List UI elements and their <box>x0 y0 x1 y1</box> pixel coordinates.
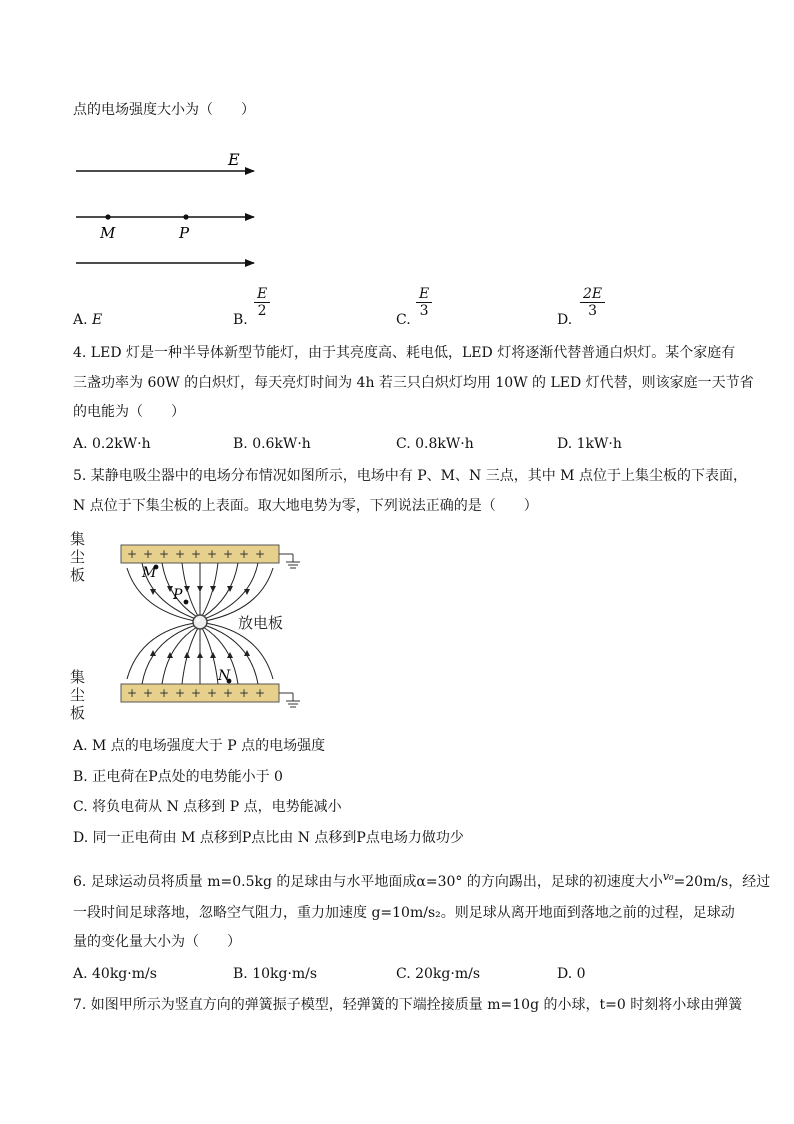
q3-option-d-letter[interactable]: D. <box>557 312 573 328</box>
fraction-denominator: 3 <box>588 303 598 319</box>
svg-text:+: + <box>159 547 170 561</box>
q5-option-c[interactable]: C. 将负电荷从 N 点移到 P 点，电势能减小 <box>73 799 342 815</box>
svg-text:+: + <box>143 547 154 561</box>
bottom-plate-char-2: 尘 <box>70 686 86 704</box>
point-n-label: N <box>218 668 231 684</box>
q5-option-b[interactable]: B. 正电荷在P点处的电势能小于 0 <box>73 769 283 785</box>
q6-stem-part-b: =20m/s，经过 <box>673 874 771 890</box>
svg-text:+: + <box>223 686 234 700</box>
fraction-numerator: E <box>254 286 270 303</box>
point-p-label: P <box>173 587 183 603</box>
svg-text:+: + <box>127 547 138 561</box>
q6-option-a[interactable]: A. 40kg·m/s <box>73 966 157 982</box>
bottom-plate-char-3: 板 <box>70 704 86 722</box>
point-p-dot <box>184 600 189 605</box>
bottom-plate-plus-signs <box>127 686 265 700</box>
q4-option-a[interactable]: A. 0.2kW·h <box>73 436 151 452</box>
q6-stem-part-a: 6. 足球运动员将质量 m=0.5kg 的足球由与水平地面成α=30° 的方向踢出，足球的初速度大小 <box>73 874 663 890</box>
svg-text:+: + <box>191 547 202 561</box>
q5-stem-line-1: 5. 某静电吸尘器中的电场分布情况如图所示，电场中有 P、M、N 三点，其中 M 点位于上集尘板的下表面， <box>73 468 747 484</box>
svg-text:+: + <box>191 686 202 700</box>
option-text: E <box>92 312 103 328</box>
svg-text:+: + <box>223 547 234 561</box>
q6-stem-line-2: 一段时间足球落地，忽略空气阻力，重力加速度 g=10m/s₂。则足球从离开地面到落地之前的过程，足球动 <box>73 905 735 921</box>
point-p-label: P <box>179 224 190 242</box>
q6-option-c[interactable]: C. 20kg·m/s <box>396 966 480 982</box>
q4-stem-line-2: 三盏功率为 60W 的白炽灯，每天亮灯时间为 4h 若三只白炽灯均用 10W 的 LED 灯代替，则该家庭一天节省 <box>73 375 754 391</box>
fraction-denominator: 3 <box>419 303 429 319</box>
svg-text:+: + <box>143 686 154 700</box>
q4-option-b[interactable]: B. 0.6kW·h <box>233 436 311 452</box>
top-plate-char-1: 集 <box>70 530 86 548</box>
discharge-electrode <box>193 615 207 629</box>
svg-text:+: + <box>127 686 138 700</box>
q6-stem-line-3: 量的变化量大小为（ ） <box>73 934 241 950</box>
svg-text:+: + <box>207 686 218 700</box>
q4-stem-line-1: 4. LED 灯是一种半导体新型节能灯，由于其亮度高、耗电低，LED 灯将逐渐代替普通白炽灯。某个家庭有 <box>73 345 736 361</box>
top-plate-char-2: 尘 <box>70 548 86 566</box>
top-plate-char-3: 板 <box>70 566 86 584</box>
point-m-label: M <box>100 224 116 242</box>
fraction-numerator: 2E <box>580 286 605 303</box>
svg-text:+: + <box>255 547 266 561</box>
q5-option-a[interactable]: A. M 点的电场强度大于 P 点的电场强度 <box>73 738 326 754</box>
q7-stem-line-1: 7. 如图甲所示为竖直方向的弹簧振子模型，轻弹簧的下端拴接质量 m=10g 的小球，t=0 时刻将小球由弹簧 <box>73 997 743 1013</box>
v0-symbol: v₀ <box>662 870 674 883</box>
q4-option-d[interactable]: D. 1kW·h <box>557 436 622 452</box>
svg-text:+: + <box>239 686 250 700</box>
field-label-e: E <box>228 150 240 169</box>
q3-stem-tail: 点的电场强度大小为（ ） <box>73 102 255 118</box>
q6-option-b[interactable]: B. 10kg·m/s <box>233 966 318 982</box>
q3-option-b-letter[interactable]: B. <box>233 312 248 328</box>
fraction-numerator: E <box>416 286 432 303</box>
q4-option-c[interactable]: C. 0.8kW·h <box>396 436 474 452</box>
svg-text:+: + <box>255 686 266 700</box>
svg-text:+: + <box>159 686 170 700</box>
svg-text:+: + <box>239 547 250 561</box>
top-plate-plus-signs <box>127 547 265 561</box>
q6-stem-line-1 <box>73 872 770 893</box>
svg-text:+: + <box>175 547 186 561</box>
svg-text:+: + <box>175 686 186 700</box>
fraction-denominator: 2 <box>257 303 267 319</box>
option-letter: A. <box>73 312 88 328</box>
point-m-label: M <box>142 565 157 581</box>
bottom-plate-char-1: 集 <box>70 668 86 686</box>
svg-text:+: + <box>207 547 218 561</box>
discharge-label: 放电板 <box>238 614 284 632</box>
q5-option-d[interactable]: D. 同一正电荷由 M 点移到P点比由 N 点移到P点电场力做功少 <box>73 830 464 846</box>
q5-stem-line-2: N 点位于下集尘板的上表面。取大地电势为零，下列说法正确的是（ ） <box>73 498 538 514</box>
q6-option-d[interactable]: D. 0 <box>557 966 586 982</box>
q4-stem-line-3: 的电能为（ ） <box>73 404 185 420</box>
q3-option-c-letter[interactable]: C. <box>396 312 411 328</box>
